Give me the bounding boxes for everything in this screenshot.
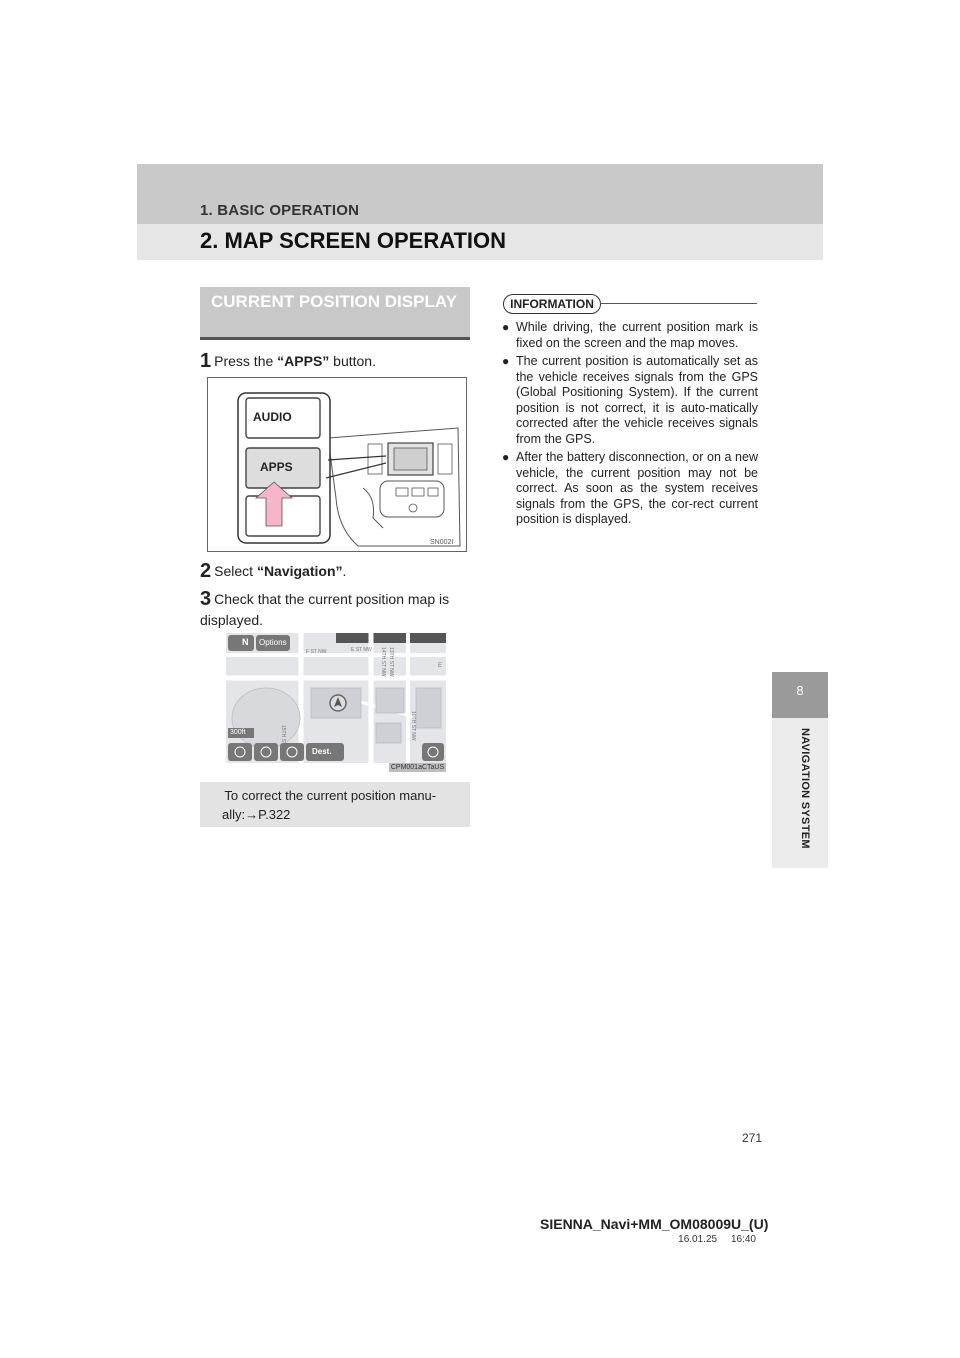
map-illustration — [226, 633, 446, 763]
information-item — [502, 354, 758, 447]
step-1-text-pre: Press the — [214, 353, 278, 369]
map-street-label: 13TH ST NW — [388, 647, 394, 677]
information-item — [502, 320, 758, 351]
section-label: 1. BASIC OPERATION — [200, 202, 360, 219]
page-number: 271 — [742, 1131, 763, 1145]
bullet-icon: ● — [502, 320, 510, 334]
side-tab-label: NAVIGATION SYSTEM — [799, 728, 811, 849]
figure-apps-label: APPS — [260, 460, 293, 474]
map-street-label: 15TH ST NW — [280, 725, 286, 755]
chapter-title: 2. MAP SCREEN OPERATION — [200, 228, 507, 253]
step-2-number: 2 — [200, 560, 212, 582]
note-text — [208, 786, 466, 824]
step-1 — [200, 350, 376, 373]
figure-2-code: CPM001aCTaUS — [390, 764, 445, 771]
information-list — [502, 320, 758, 531]
figure-apps-button — [207, 377, 467, 552]
bullet-icon: ● — [502, 450, 510, 464]
step-3 — [200, 589, 470, 631]
information-badge: INFORMATION — [503, 294, 601, 314]
map-street-label: 14TH ST NW — [380, 647, 386, 677]
document-timestamp: 16.01.25 16:40 — [678, 1234, 756, 1245]
subsection-title: CURRENT POSITION DISPLAY — [211, 292, 457, 311]
document-id: SIENNA_Navi+MM_OM08009U_(U) — [540, 1216, 769, 1232]
map-dest-button: Dest. — [312, 747, 332, 756]
information-rule — [600, 303, 757, 304]
step-2 — [200, 560, 346, 583]
figure-1-code: SN002I — [430, 539, 454, 546]
information-item-text: After the battery disconnection, or on a new vehicle, the current position may not be correct. As soon as the system receives signals from the GPS, the cor-rect current position is displayed. — [516, 450, 758, 526]
map-scale-label: 300ft — [230, 729, 246, 736]
note-line-2: ally:→P.322 — [222, 807, 291, 822]
step-1-text-post: button. — [329, 353, 376, 369]
step-1-text-bold: “APPS” — [277, 353, 330, 369]
note-bullet:  — [208, 788, 219, 803]
figure-audio-label: AUDIO — [253, 410, 292, 424]
map-options-button: Options — [259, 638, 287, 647]
map-street-label: E ST NW — [351, 647, 372, 653]
step-3-number: 3 — [200, 588, 212, 610]
subsection-underline — [200, 337, 470, 340]
map-north-label: N — [242, 637, 249, 647]
side-tab-number: 8 — [796, 683, 804, 698]
bullet-icon: ● — [502, 354, 510, 368]
information-item-text: The current position is automatically set as the vehicle receives signals from the GPS (Global Positioning System). If the current position is not correct, it is auto-matically corrected after the vehicle receives signals from the GPS. — [516, 354, 758, 446]
step-2-text-bold: “Navigation” — [256, 563, 343, 579]
map-street-label: E — [438, 663, 443, 669]
dashboard-illustration — [208, 378, 466, 551]
step-2-text-pre: Select — [214, 563, 257, 579]
note-line-1: To correct the current position manu- — [224, 788, 437, 803]
information-item — [502, 450, 758, 528]
step-1-number: 1 — [200, 350, 212, 372]
step-3-text: Check that the current position map is displayed. — [200, 591, 450, 628]
map-street-label: F ST NW — [306, 649, 327, 655]
information-item-text: While driving, the current position mark is fixed on the screen and the map moves. — [516, 320, 758, 350]
figure-map-screen — [226, 633, 446, 763]
map-street-label: 10TH ST NW — [410, 711, 416, 741]
step-2-text-post: . — [342, 563, 347, 579]
